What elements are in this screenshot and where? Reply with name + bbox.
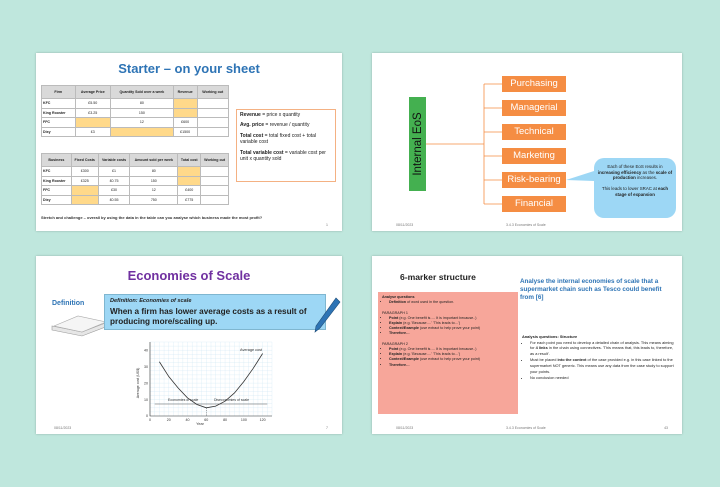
paragraph-bullet: • Point (e.g. One benefit is…. It is important because..) xyxy=(389,316,514,321)
cost-table-cell: FFC xyxy=(42,186,72,196)
average-cost-annotation: Average cost xyxy=(240,348,263,352)
revenue-table-header-cell: Quantity Sold over a week xyxy=(110,86,173,99)
paragraph-1-label: PARAGRAPH 1 xyxy=(382,310,408,315)
revenue-table-cell xyxy=(197,118,229,128)
x-tick-label: 100 xyxy=(240,418,247,422)
paragraph-bullet: • Therefore… xyxy=(389,331,514,336)
cost-table-header-cell: Working out xyxy=(201,154,229,167)
structure-bullet-3: • No conclusion needed xyxy=(530,375,674,381)
revenue-table-cell xyxy=(197,127,229,137)
cost-table-cell xyxy=(71,195,98,205)
slide-economies-of-scale[interactable] xyxy=(36,256,342,434)
slide-internal-eos[interactable] xyxy=(372,53,682,231)
slide-starter[interactable] xyxy=(36,53,342,231)
structure-bullet-1: • For each point you need to develop a detailed chain of analysis. This means aiming for 4 links in the chain using connectives. 'This means that, this leads to, therefore, as a result'. xyxy=(530,340,674,357)
slide-date: 08/11/2023 xyxy=(396,223,414,227)
eos-purchasing: Purchasing xyxy=(502,76,566,92)
cost-table-cell xyxy=(201,176,229,186)
page-number: 7 xyxy=(326,426,328,430)
definition-title: Definition: Economies of scale xyxy=(110,298,192,304)
cost-table-header-cell: Variable costs xyxy=(98,154,130,167)
eos-marketing: Marketing xyxy=(502,148,566,164)
cost-table-header-cell: Amount sold per week xyxy=(130,154,178,167)
definition-label: Definition xyxy=(52,300,85,307)
economies-annotation: Economies of scale xyxy=(168,398,199,402)
cost-table-header-cell: Fixed Costs xyxy=(71,154,98,167)
revenue-table-header-row xyxy=(42,86,229,99)
avg-price-formula: Avg. price = revenue / quantity xyxy=(240,122,310,129)
cost-table xyxy=(41,153,229,205)
paragraph-2-list xyxy=(382,347,514,368)
definition-text: When a firm has lower average costs as a result of producing more/scaling up. xyxy=(110,307,307,326)
revenue-table-cell: 12 xyxy=(110,118,173,128)
paragraph-bullet: • Context/Example (use extract to help prove your point) xyxy=(389,326,514,331)
cost-table-cell: 80 xyxy=(130,167,178,177)
paragraph-2-label: PARAGRAPH 2 xyxy=(382,341,408,346)
revenue-table-cell: KFC xyxy=(42,99,76,109)
cost-table-cell xyxy=(201,167,229,177)
x-tick-label: 20 xyxy=(166,418,171,422)
revenue-table-cell: £1500 xyxy=(173,127,197,137)
x-tick-label: 0 xyxy=(149,418,151,422)
revenue-table-cell: 150 xyxy=(110,108,173,118)
revenue-table xyxy=(41,85,229,137)
revenue-table-cell xyxy=(197,108,229,118)
cost-table-cell xyxy=(201,195,229,205)
revenue-table-row xyxy=(42,108,229,118)
paragraph-bullet: • Point (e.g. One benefit is…. It is important because..) xyxy=(389,347,514,352)
cost-table-cell: £300 xyxy=(71,167,98,177)
revenue-table-cell xyxy=(173,99,197,109)
revenue-table-cell: £600 xyxy=(173,118,197,128)
cost-table-cell: £775 xyxy=(178,195,201,205)
cost-table-cell: King Rooster xyxy=(42,176,72,186)
structure-notes xyxy=(522,334,674,382)
revenue-table-header-cell: Average Price xyxy=(75,86,110,99)
cost-table-row xyxy=(42,195,229,205)
paragraph-bullet: • Explain (e.g. 'Because….' 'This leads to…') xyxy=(389,352,514,357)
course-title: 3.4.3 Economies of Scale xyxy=(506,426,546,430)
structure-heading: Analysis questions: Structure xyxy=(522,334,578,339)
revenue-table-cell xyxy=(173,108,197,118)
page-number: 1 xyxy=(326,223,328,227)
revenue-formula: Revenue = price x quantity xyxy=(240,112,301,118)
course-title: 3.4.3 Economies of Scale xyxy=(506,223,546,227)
cost-table-cell: 750 xyxy=(130,195,178,205)
x-tick-label: 60 xyxy=(204,418,209,422)
cost-table-cell: £1 xyxy=(98,167,130,177)
red-box-heading: Analyse questions xyxy=(382,295,415,299)
cost-table-header-row xyxy=(42,154,229,167)
revenue-table-header-cell: Working out xyxy=(197,86,229,99)
x-tick-label: 80 xyxy=(223,418,228,422)
chart-ticks xyxy=(144,348,266,422)
revenue-table-cell xyxy=(197,99,229,109)
diseconomies-annotation: Diseconomies of scale xyxy=(214,398,250,402)
x-axis-label: Year xyxy=(196,422,204,426)
formula-box xyxy=(236,109,336,182)
y-axis-label: Average cost (US$) xyxy=(136,367,140,399)
revenue-table-header-cell: Firm xyxy=(42,86,76,99)
total-variable-cost-formula: Total variable cost = variable cost per unit x quantity sold xyxy=(240,149,326,163)
exam-question: Analyse the internal economies of scale that a supermarket chain such as Tesco could benefit from [6] xyxy=(520,278,662,302)
cost-table-cell: £0.55 xyxy=(98,195,130,205)
slide-date: 08/11/2023 xyxy=(54,426,72,430)
eos-managerial: Managerial xyxy=(502,100,566,116)
eos-financial: Financial xyxy=(502,196,566,212)
y-tick-label: 20 xyxy=(144,381,148,386)
definition-item: • Definition of word used in the question. xyxy=(389,300,514,305)
average-cost-chart xyxy=(132,338,282,426)
paragraph-bullet: • Therefore… xyxy=(389,363,514,368)
slide-date: 08/11/2023 xyxy=(396,426,414,430)
revenue-table-cell: £5.50 xyxy=(75,99,110,109)
paragraph-1-list xyxy=(382,316,514,337)
total-cost-formula: Total cost = total fixed cost + total variable cost xyxy=(240,132,317,146)
revenue-table-row xyxy=(42,118,229,128)
revenue-table-cell xyxy=(75,118,110,128)
stretch-challenge-text: Stretch and challenge – overall by using the data in the table can you analyse which business made the most profit? xyxy=(41,215,263,220)
paragraph-bullet: • Explain (e.g. 'Because….' 'This leads to…') xyxy=(389,321,514,326)
definition-box xyxy=(104,294,326,330)
cost-table-header-cell: Business xyxy=(42,154,72,167)
revenue-table-cell: Dixy xyxy=(42,127,76,137)
slide-title: Starter – on your sheet xyxy=(118,61,260,76)
efficiency-callout: Each of these EoS results in increasing efficiency as the scale of production increases. This leads to lower SRAC at each stage of expansion xyxy=(594,158,676,218)
slide-title: Economies of Scale xyxy=(127,268,251,283)
revenue-table-cell: £3 xyxy=(75,127,110,137)
cost-table-row xyxy=(42,167,229,177)
structure-bullet-2: • Must be placed into the context of the case provided e.g. in this case linked to the supermarket NOT generic. This means use any data from the case study to support your points. xyxy=(530,357,674,374)
slide-six-marker[interactable] xyxy=(372,256,682,434)
slide-title: 6-marker structure xyxy=(400,272,476,282)
x-tick-label: 40 xyxy=(185,418,190,422)
revenue-table-row xyxy=(42,99,229,109)
revenue-table-cell: FFC xyxy=(42,118,76,128)
cost-table-cell: 150 xyxy=(130,176,178,186)
revenue-table-cell: King Rooster xyxy=(42,108,76,118)
cost-table-row xyxy=(42,176,229,186)
y-tick-label: 0 xyxy=(146,414,148,419)
cost-table-cell xyxy=(178,176,201,186)
eos-risk-bearing: Risk-bearing xyxy=(502,172,566,188)
cost-table-cell: £0.75 xyxy=(98,176,130,186)
internal-eos-label: Internal EoS xyxy=(409,97,426,191)
cost-table-cell: £400 xyxy=(178,186,201,196)
y-tick-label: 40 xyxy=(144,348,148,353)
revenue-table-cell xyxy=(110,127,173,137)
revenue-table-header-cell: Revenue xyxy=(173,86,197,99)
cost-table-cell: £325 xyxy=(71,176,98,186)
y-tick-label: 30 xyxy=(144,364,148,369)
cost-table-header-cell: Total cost xyxy=(178,154,201,167)
pen-icon xyxy=(312,296,342,336)
revenue-table-cell: £3.25 xyxy=(75,108,110,118)
cost-table-cell: 12 xyxy=(130,186,178,196)
cost-table-cell xyxy=(71,186,98,196)
x-tick-label: 120 xyxy=(259,418,266,422)
cost-table-cell xyxy=(178,167,201,177)
revenue-table-cell: 80 xyxy=(110,99,173,109)
page-number: 43 xyxy=(664,426,668,430)
y-tick-label: 10 xyxy=(144,397,148,402)
cost-table-row xyxy=(42,186,229,196)
cost-table-cell xyxy=(201,186,229,196)
cost-table-cell: KFC xyxy=(42,167,72,177)
chart-grid xyxy=(150,342,272,416)
eos-technical: Technical xyxy=(502,124,566,140)
revenue-table-row xyxy=(42,127,229,137)
cost-table-cell: Dixy xyxy=(42,195,72,205)
cost-table-cell: £30 xyxy=(98,186,130,196)
analyse-questions-box xyxy=(378,292,518,414)
paragraph-bullet: • Context/Example (use extract to help prove your point) xyxy=(389,357,514,362)
